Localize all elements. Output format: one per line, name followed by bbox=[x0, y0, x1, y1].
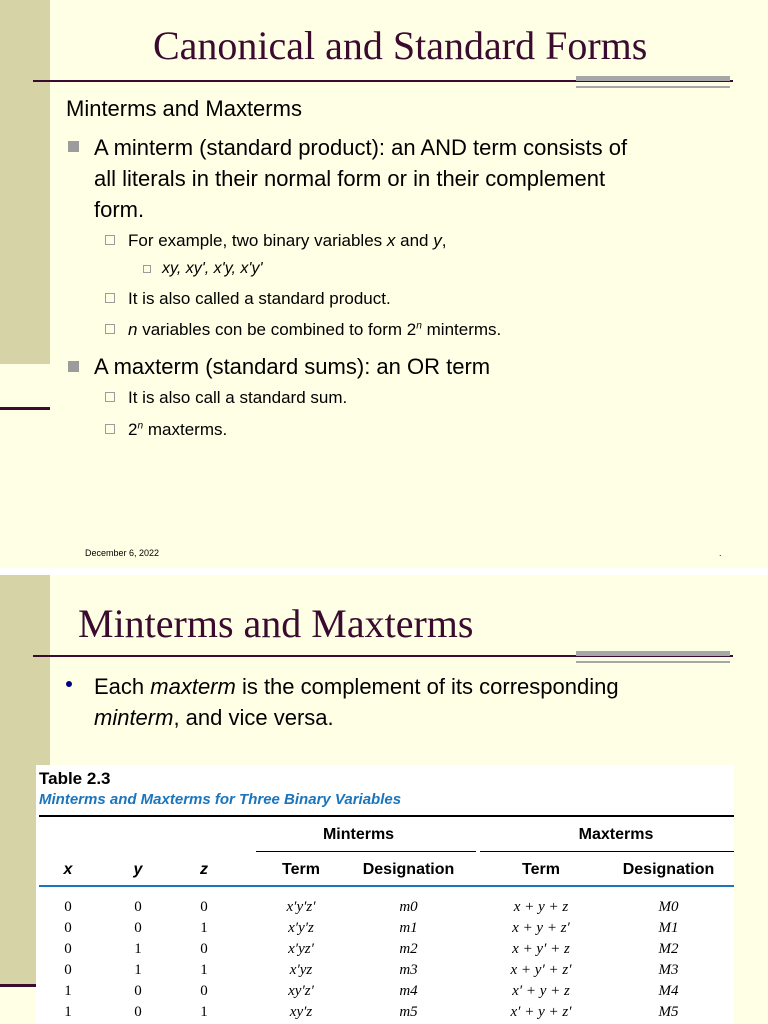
bullet-line: minterm, and vice versa. bbox=[94, 705, 334, 730]
bullet-line: A minterm (standard product): an AND term consists of bbox=[94, 135, 628, 160]
title-accent-bar bbox=[576, 76, 730, 81]
section-subtitle: Minterms and Maxterms bbox=[66, 96, 302, 121]
header-maxterm-designation: Designation bbox=[622, 861, 715, 878]
group-header-minterms: Minterms bbox=[322, 826, 395, 843]
footer-dot: . bbox=[719, 548, 722, 558]
cell-maxterm-term: x + y′ + z bbox=[512, 941, 570, 957]
slide-title: Minterms and Maxterms bbox=[78, 601, 474, 646]
cell-z: 0 bbox=[200, 899, 208, 915]
cell-y: 0 bbox=[134, 983, 142, 999]
cell-x: 0 bbox=[64, 920, 72, 936]
header-rule bbox=[39, 885, 734, 887]
cell-minterm-designation: m3 bbox=[399, 962, 418, 978]
cell-minterm-designation: m0 bbox=[399, 899, 418, 915]
group-header-maxterms: Maxterms bbox=[578, 826, 654, 843]
cell-y: 0 bbox=[134, 1004, 142, 1020]
cell-minterm-designation: m4 bbox=[399, 983, 418, 999]
cell-x: 1 bbox=[64, 1004, 72, 1020]
cell-x: 0 bbox=[64, 962, 72, 978]
cell-minterm-designation: m1 bbox=[399, 920, 418, 936]
slide-date: December 6, 2022 bbox=[85, 548, 160, 558]
cell-y: 1 bbox=[134, 962, 142, 978]
bullet-square-icon bbox=[68, 361, 79, 372]
slide-title: Canonical and Standard Forms bbox=[153, 23, 648, 68]
bullet-dot-icon bbox=[66, 681, 72, 687]
table-caption: Table 2.3 bbox=[39, 769, 111, 788]
cell-z: 1 bbox=[200, 962, 208, 978]
header-x: x bbox=[63, 861, 73, 878]
cell-z: 0 bbox=[200, 983, 208, 999]
cell-maxterm-term: x′ + y + z′ bbox=[510, 1004, 572, 1020]
title-accent-bar-thin bbox=[576, 661, 730, 663]
cell-maxterm-term: x + y′ + z′ bbox=[510, 962, 572, 978]
title-accent-bar bbox=[576, 651, 730, 656]
sub-bullet-icon bbox=[105, 392, 115, 402]
maxterms-underline bbox=[480, 851, 734, 852]
sub-bullet-text: 2$^n$ maxterms. bbox=[128, 420, 228, 439]
header-minterm-designation: Designation bbox=[362, 861, 455, 878]
cell-minterm-term: xy′z bbox=[289, 1004, 313, 1020]
cell-maxterm-designation: M0 bbox=[658, 899, 679, 915]
table-subcaption: Minterms and Maxterms for Three Binary Variables bbox=[39, 791, 402, 808]
side-accent-bar bbox=[0, 0, 50, 364]
cell-z: 0 bbox=[200, 941, 208, 957]
cell-maxterm-designation: M4 bbox=[658, 983, 679, 999]
bullet-line: Each maxterm is the complement of its corresponding bbox=[94, 674, 619, 699]
cell-minterm-term: xy′z′ bbox=[288, 983, 314, 999]
table-top-rule bbox=[39, 815, 734, 817]
cell-minterm-term: x′y′z′ bbox=[286, 899, 316, 915]
slide-minterms-maxterms bbox=[0, 575, 768, 1024]
cell-y: 1 bbox=[134, 941, 142, 957]
cell-maxterm-designation: M3 bbox=[658, 962, 679, 978]
cell-maxterm-term: x + y + z bbox=[513, 899, 569, 915]
sub-bullet-text: For example, two binary variables x and y, bbox=[128, 231, 447, 250]
cell-x: 0 bbox=[64, 899, 72, 915]
sub-bullet-icon bbox=[105, 324, 115, 334]
header-z: z bbox=[200, 861, 208, 878]
sub-bullet-icon bbox=[105, 235, 115, 245]
bullet-line: form. bbox=[94, 197, 145, 222]
minterm-maxterm-table bbox=[36, 765, 734, 1024]
header-minterm-term: Term bbox=[282, 861, 320, 878]
bullet-line: A maxterm (standard sums): an OR term bbox=[94, 354, 491, 379]
sub-sub-bullet-text: xy, xy', x'y, x'y' bbox=[162, 260, 263, 277]
bullet-line: all literals in their normal form or in their complement bbox=[94, 166, 606, 191]
cell-maxterm-designation: M1 bbox=[658, 920, 679, 936]
sub-sub-bullet-icon bbox=[143, 265, 151, 273]
side-accent-line bbox=[0, 407, 50, 410]
sub-bullet-text: n variables con be combined to form 2$^n$ minterms. bbox=[128, 320, 502, 339]
title-accent-bar-thin bbox=[576, 86, 730, 88]
cell-maxterm-term: x + y + z′ bbox=[512, 920, 570, 936]
cell-minterm-term: x′yz′ bbox=[288, 941, 314, 957]
sub-bullet-text: It is also called a standard product. bbox=[128, 289, 391, 308]
cell-y: 0 bbox=[134, 899, 142, 915]
cell-x: 0 bbox=[64, 941, 72, 957]
cell-maxterm-designation: M2 bbox=[658, 941, 679, 957]
minterms-underline bbox=[256, 851, 476, 852]
cell-minterm-designation: m5 bbox=[399, 1004, 418, 1020]
cell-y: 0 bbox=[134, 920, 142, 936]
cell-minterm-designation: m2 bbox=[399, 941, 418, 957]
sub-bullet-text: It is also call a standard sum. bbox=[128, 388, 348, 407]
cell-z: 1 bbox=[200, 920, 208, 936]
cell-z: 1 bbox=[200, 1004, 208, 1020]
slide-separator bbox=[0, 568, 768, 575]
sub-bullet-icon bbox=[105, 293, 115, 303]
cell-minterm-term: x′y′z bbox=[288, 920, 314, 936]
sub-bullet-icon bbox=[105, 424, 115, 434]
cell-x: 1 bbox=[64, 983, 72, 999]
header-maxterm-term: Term bbox=[522, 861, 560, 878]
cell-maxterm-designation: M5 bbox=[658, 1004, 679, 1020]
cell-maxterm-term: x′ + y + z bbox=[512, 983, 570, 999]
header-y: y bbox=[133, 861, 143, 878]
bullet-square-icon bbox=[68, 141, 79, 152]
cell-minterm-term: x′yz bbox=[289, 962, 313, 978]
